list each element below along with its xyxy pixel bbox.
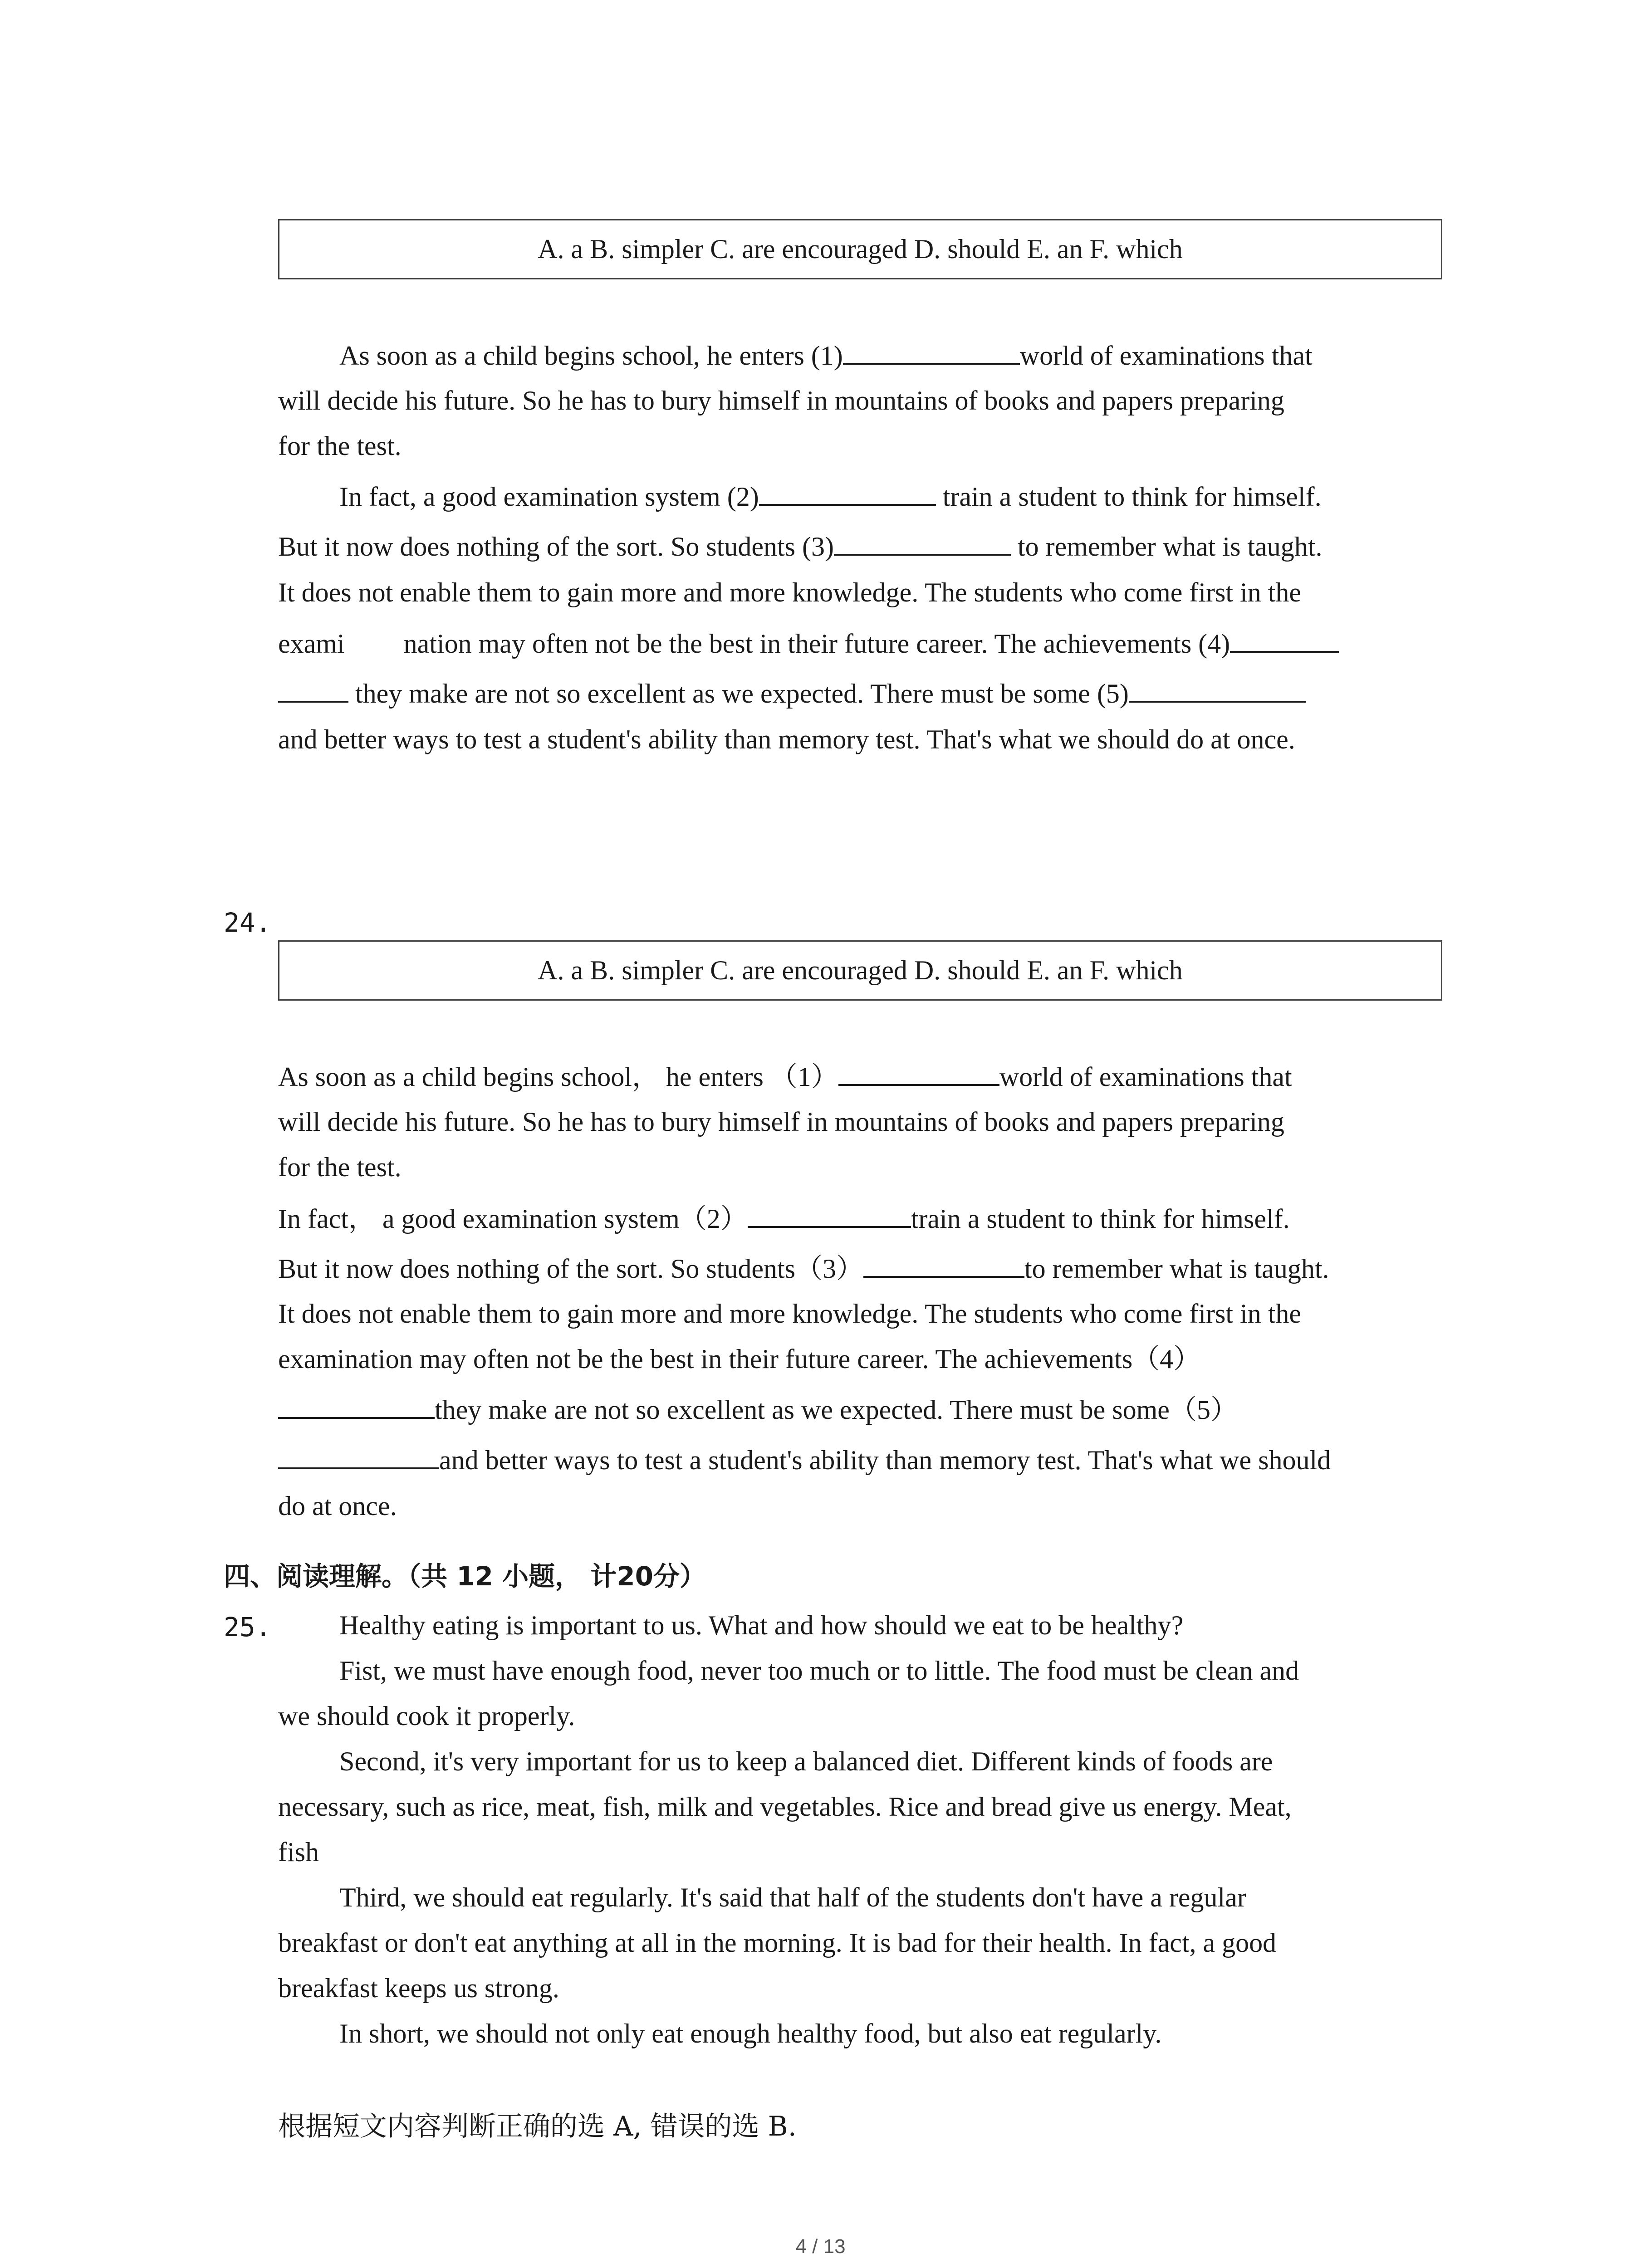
answer-blank-2[interactable] [759, 482, 936, 506]
text-line: fish [278, 1837, 319, 1867]
answer-blank-4[interactable] [1230, 629, 1339, 653]
answer-blank-1[interactable] [838, 1062, 999, 1086]
text-line: will decide his future. So he has to bury himself in mountains of books and papers preparing [278, 1107, 1284, 1137]
answer-blank-2[interactable] [748, 1204, 911, 1228]
text-line: In fact, a good examination system (2) train a student to think for himself. [339, 482, 1322, 512]
text-line: do at once. [278, 1491, 397, 1521]
text-line: and better ways to test a student's ability than memory test. That's what we should [278, 1446, 1331, 1474]
options-text: A. a B. simpler C. are encouraged D. should E. an F. which [538, 955, 1183, 985]
answer-blank-4[interactable] [278, 1395, 435, 1419]
answer-blank-4-cont[interactable] [278, 679, 348, 703]
section-heading: 四、阅读理解。（共 12 小题， 计20分） [224, 1561, 706, 1592]
text-line: In fact， a good examination system（2） train a student to think for himself. [278, 1204, 1290, 1234]
text-line: Healthy eating is important to us. What and how should we eat to be healthy? [339, 1610, 1184, 1640]
text-line: In short, we should not only eat enough healthy food, but also eat regularly. [339, 2019, 1162, 2048]
text-line: exami nation may often not be the best in their future career. The achievements (4) [278, 629, 1339, 657]
text-line: Second, it's very important for us to keep a balanced diet. Different kinds of foods are [339, 1746, 1273, 1776]
text-line: examination may often not be the best in their future career. The achievements（4） [278, 1344, 1201, 1374]
question-number-24: 24. [224, 907, 271, 938]
answer-blank-5[interactable] [278, 1446, 439, 1469]
text-line: It does not enable them to gain more and more knowledge. The students who come first in the [278, 577, 1302, 607]
text-line: It does not enable them to gain more and more knowledge. The students who come first in the [278, 1299, 1302, 1329]
text-line: they make are not so excellent as we expected. There must be some (5) [278, 679, 1306, 707]
instruction-text: 根据短文内容判断正确的选 A, 错误的选 B. [278, 2111, 797, 2142]
text-line: As soon as a child begins school, he enters (1) world of examinations that [339, 341, 1313, 371]
text-line: Third, we should eat regularly. It's said that half of the students don't have a regular [339, 1882, 1246, 1912]
options-box [278, 219, 1442, 279]
text-line: and better ways to test a student's ability than memory test. That's what we should do at once. [278, 724, 1295, 754]
answer-blank-5[interactable] [1129, 679, 1306, 703]
text-line: for the test. [278, 431, 402, 461]
answer-blank-3[interactable] [863, 1254, 1024, 1278]
page-number: 4 / 13 [795, 2235, 846, 2258]
answer-blank-1[interactable] [843, 341, 1020, 365]
text-line: they make are not so excellent as we expected. There must be some（5） [278, 1395, 1238, 1423]
options-text: A. a B. simpler C. are encouraged D. should E. an F. which [538, 234, 1183, 264]
text-line: Fist, we must have enough food, never too much or to little. The food must be clean and [339, 1656, 1299, 1686]
text-line: breakfast keeps us strong. [278, 1973, 559, 2003]
options-box [278, 940, 1442, 1001]
text-line: But it now does nothing of the sort. So students (3) to remember what is taught. [278, 532, 1323, 562]
text-line: But it now does nothing of the sort. So students（3） to remember what is taught. [278, 1254, 1329, 1284]
text-line: breakfast or don't eat anything at all in the morning. It is bad for their health. In fact, a good [278, 1928, 1277, 1958]
question-number-25: 25. [224, 1612, 271, 1642]
text-line: As soon as a child begins school， he enters （1） world of examinations that [278, 1062, 1292, 1092]
text-line: for the test. [278, 1152, 402, 1182]
text-line: we should cook it properly. [278, 1701, 575, 1731]
answer-blank-3[interactable] [834, 532, 1011, 556]
text-line: will decide his future. So he has to bury himself in mountains of books and papers preparing [278, 386, 1284, 415]
text-line: necessary, such as rice, meat, fish, milk and vegetables. Rice and bread give us energy. Meat, [278, 1792, 1292, 1822]
